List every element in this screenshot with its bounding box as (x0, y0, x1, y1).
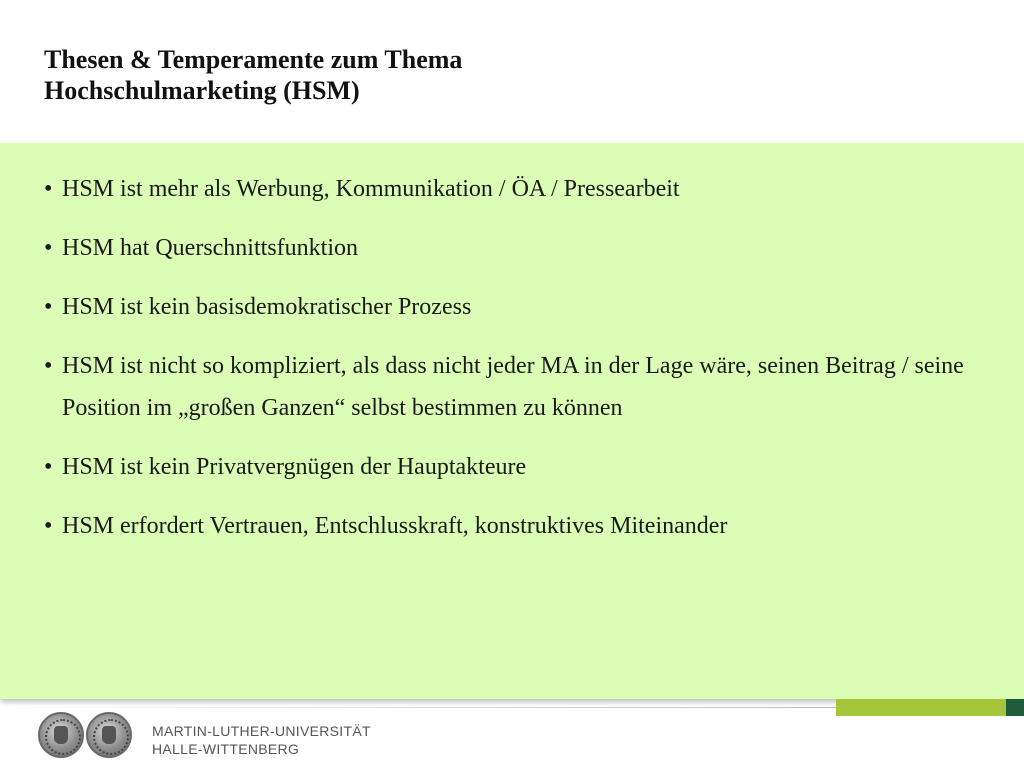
bullet-item (44, 168, 984, 210)
bullet-item (44, 345, 984, 429)
footer-divider (0, 707, 836, 708)
university-name-line-1: MARTIN-LUTHER-UNIVERSITÄT (152, 723, 371, 739)
bullet-dot: • (44, 235, 53, 261)
accent-bar-dark (1006, 699, 1024, 716)
bullet-dot: • (44, 176, 53, 202)
bullet-text: HSM ist kein basisdemokratischer Prozess (62, 294, 472, 320)
bullet-dot: • (44, 513, 53, 539)
accent-bar-green (836, 699, 1006, 716)
slide-title-line-2: Hochschulmarketing (HSM) (44, 76, 360, 105)
bullet-dot: • (44, 294, 53, 320)
bullet-item (44, 286, 984, 328)
university-seal-icon (38, 712, 84, 758)
slide-title-line-1: Thesen & Temperamente zum Thema (44, 45, 463, 74)
bullet-text: HSM ist nicht so kompliziert, als dass nicht jeder MA in der Lage wäre, seinen Beitrag / seine Position im „großen Ganzen“ selbst bestimmen zu können (62, 353, 964, 421)
bullet-dot: • (44, 353, 53, 379)
university-name (152, 722, 371, 758)
bullet-item (44, 446, 984, 488)
bullet-dot: • (44, 454, 53, 480)
bullet-text: HSM erfordert Vertrauen, Entschlusskraft, konstruktives Miteinander (62, 513, 728, 539)
university-name-line-2: HALLE-WITTENBERG (152, 741, 300, 757)
slide-title (44, 44, 744, 106)
bullet-item (44, 505, 984, 547)
bullet-text: HSM ist kein Privatvergnügen der Hauptakteure (62, 454, 527, 480)
university-seal-icon-2 (86, 712, 132, 758)
bullet-item (44, 227, 984, 269)
bullet-text: HSM ist mehr als Werbung, Kommunikation / ÖA / Pressearbeit (62, 176, 680, 202)
bullet-text: HSM hat Querschnittsfunktion (62, 235, 358, 261)
bullet-list (44, 168, 984, 564)
